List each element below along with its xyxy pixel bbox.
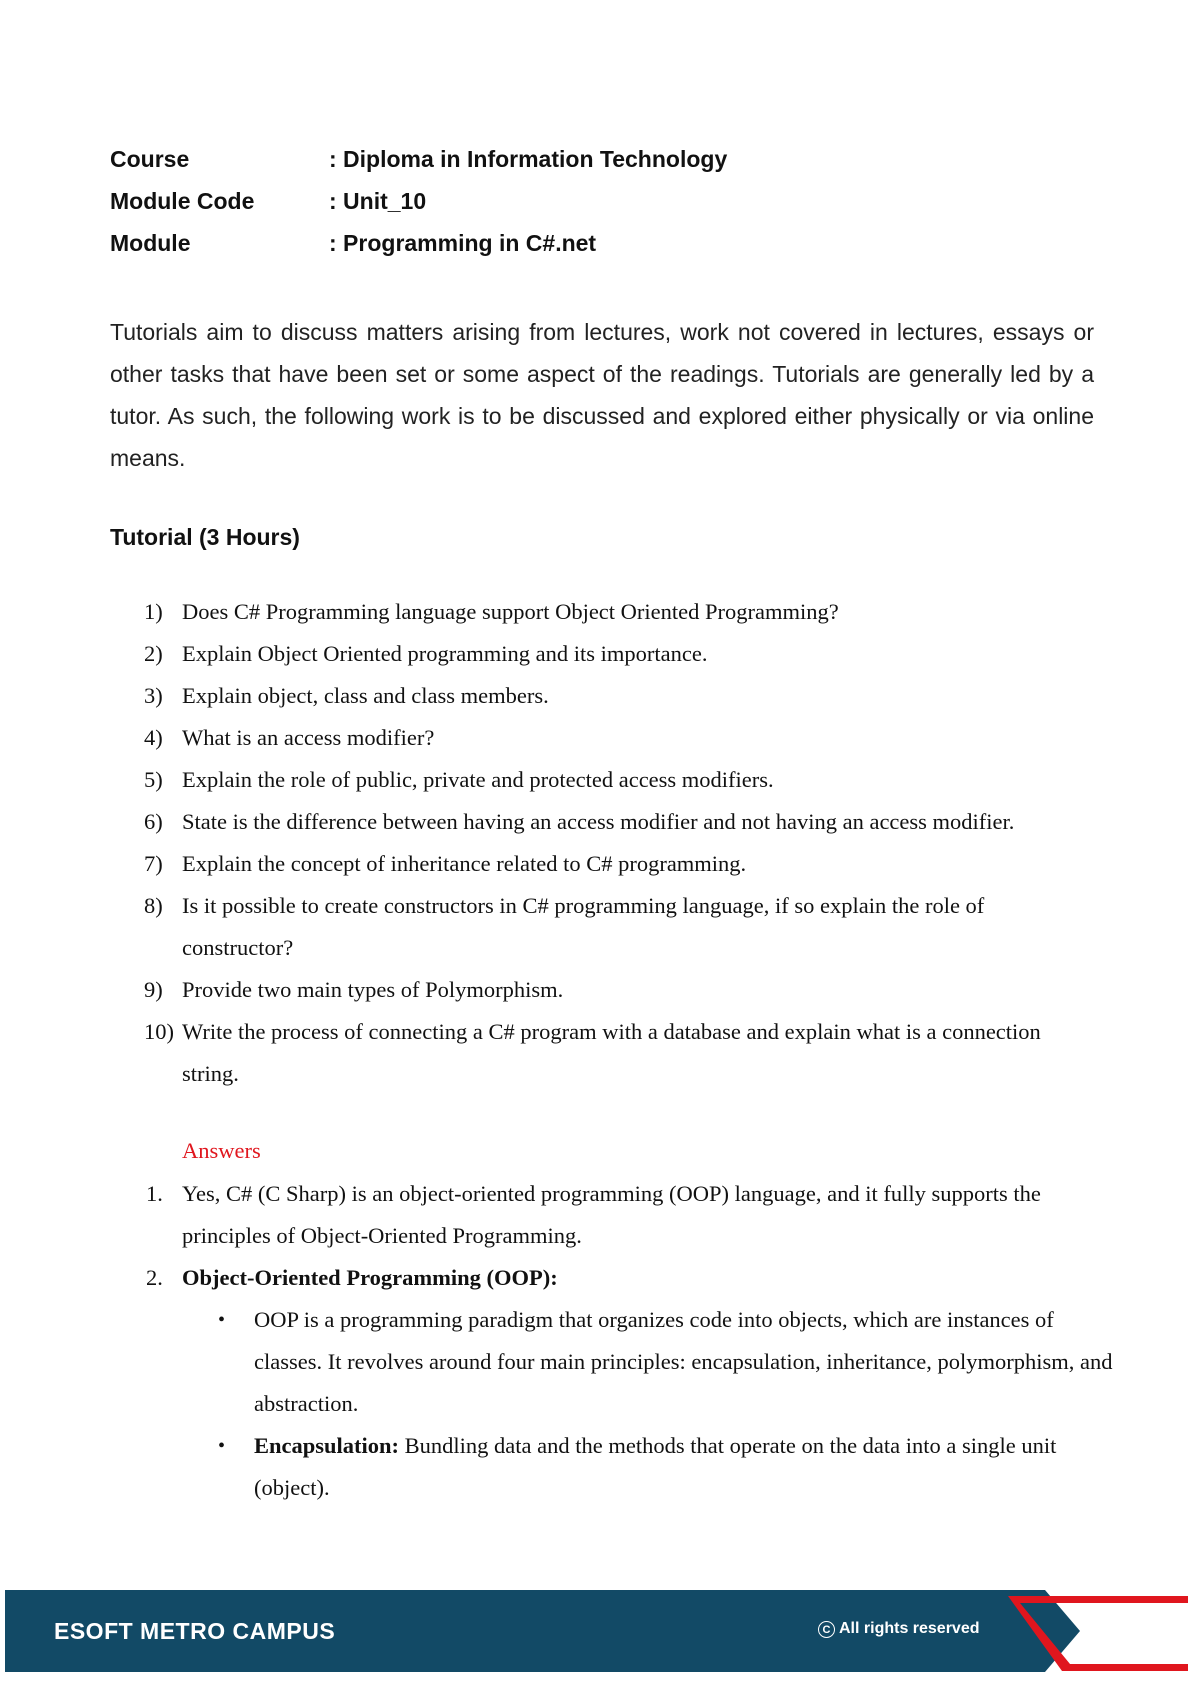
- bullet-icon: •: [218, 1309, 226, 1331]
- module-code-value: : Unit_10: [329, 188, 427, 214]
- answer-bullet-list: [182, 1299, 1113, 1509]
- module-value: : Programming in C#.net: [329, 230, 597, 256]
- question-item: [110, 843, 1110, 885]
- rights-text: All rights reserved: [839, 1620, 980, 1637]
- answer-number: 1.: [146, 1181, 163, 1206]
- brand-mark-icon: [990, 1590, 1200, 1672]
- page-footer: [0, 1590, 1200, 1672]
- question-number: 4): [144, 725, 163, 750]
- question-number: 9): [144, 977, 163, 1002]
- tutorial-heading: Tutorial (3 Hours): [110, 524, 300, 550]
- question-text: Explain Object Oriented programming and its importance.: [182, 641, 708, 666]
- module-label: Module: [110, 230, 191, 256]
- question-text: What is an access modifier?: [182, 725, 435, 750]
- intro-paragraph: Tutorials aim to discuss matters arising from lectures, work not covered in lectures, essays or other tasks that have been set or some aspect of the readings. Tutorials are generally led by a tutor. As such, the following work is to be discussed and explored either physically or via online means.: [110, 319, 1094, 471]
- copyright-notice: [818, 1620, 980, 1638]
- question-number: 7): [144, 851, 163, 876]
- question-text: Explain the role of public, private and protected access modifiers.: [182, 767, 774, 792]
- answer-item: [110, 1173, 1102, 1257]
- question-text: Is it possible to create constructors in C# programming language, if so explain the role of constructor?: [182, 893, 985, 960]
- question-item: [110, 675, 1110, 717]
- bullet-icon: •: [218, 1435, 226, 1457]
- answer-number: 2.: [146, 1265, 163, 1290]
- bullet-text: Bundling data and the methods that operate on the data into a single unit (object).: [254, 1433, 1057, 1500]
- question-number: 5): [144, 767, 163, 792]
- question-item: [110, 591, 1110, 633]
- question-item: [110, 633, 1110, 675]
- brand-name: ESOFT METRO CAMPUS: [54, 1618, 336, 1644]
- answer-title: Object-Oriented Programming (OOP):: [182, 1265, 558, 1290]
- question-item: [110, 801, 1110, 843]
- question-number: 2): [144, 641, 163, 666]
- question-list: [110, 591, 1110, 1095]
- question-item: [110, 759, 1110, 801]
- question-text: Does C# Programming language support Object Oriented Programming?: [182, 599, 839, 624]
- answer-item: [110, 1257, 1113, 1509]
- question-text: Write the process of connecting a C# program with a database and explain what is a connection string.: [182, 1019, 1041, 1086]
- answers-heading: Answers: [182, 1138, 261, 1163]
- question-item: [110, 885, 1082, 969]
- question-number: 8): [144, 893, 163, 918]
- question-text: State is the difference between having an access modifier and not having an access modifier.: [182, 809, 1015, 834]
- question-text: Provide two main types of Polymorphism.: [182, 977, 564, 1002]
- question-number: 3): [144, 683, 163, 708]
- question-number: 1): [144, 599, 163, 624]
- answer-list: [110, 1173, 1113, 1509]
- question-item: [110, 717, 1110, 759]
- answer-text: Yes, C# (C Sharp) is an object-oriented programming (OOP) language, and it fully supports the principles of Object-Oriented Programming.: [182, 1181, 1041, 1248]
- bullet-term: Encapsulation:: [254, 1433, 400, 1458]
- bullet-item: [182, 1425, 1114, 1509]
- course-value: : Diploma in Information Technology: [329, 146, 728, 172]
- question-item: [110, 1011, 1052, 1095]
- module-code-label: Module Code: [110, 188, 255, 214]
- question-text: Explain the concept of inheritance related to C# programming.: [182, 851, 747, 876]
- question-number: 10): [144, 1019, 174, 1044]
- course-label: Course: [110, 146, 190, 172]
- question-text: Explain object, class and class members.: [182, 683, 549, 708]
- bullet-text: OOP is a programming paradigm that organizes code into objects, which are instances of classes. It revolves around four main principles: encapsulation, inheritance, polymorphism, and abstraction.: [254, 1307, 1113, 1416]
- bullet-item: [182, 1299, 1114, 1425]
- question-number: 6): [144, 809, 163, 834]
- copyright-icon: C: [818, 1621, 835, 1638]
- question-item: [110, 969, 1110, 1011]
